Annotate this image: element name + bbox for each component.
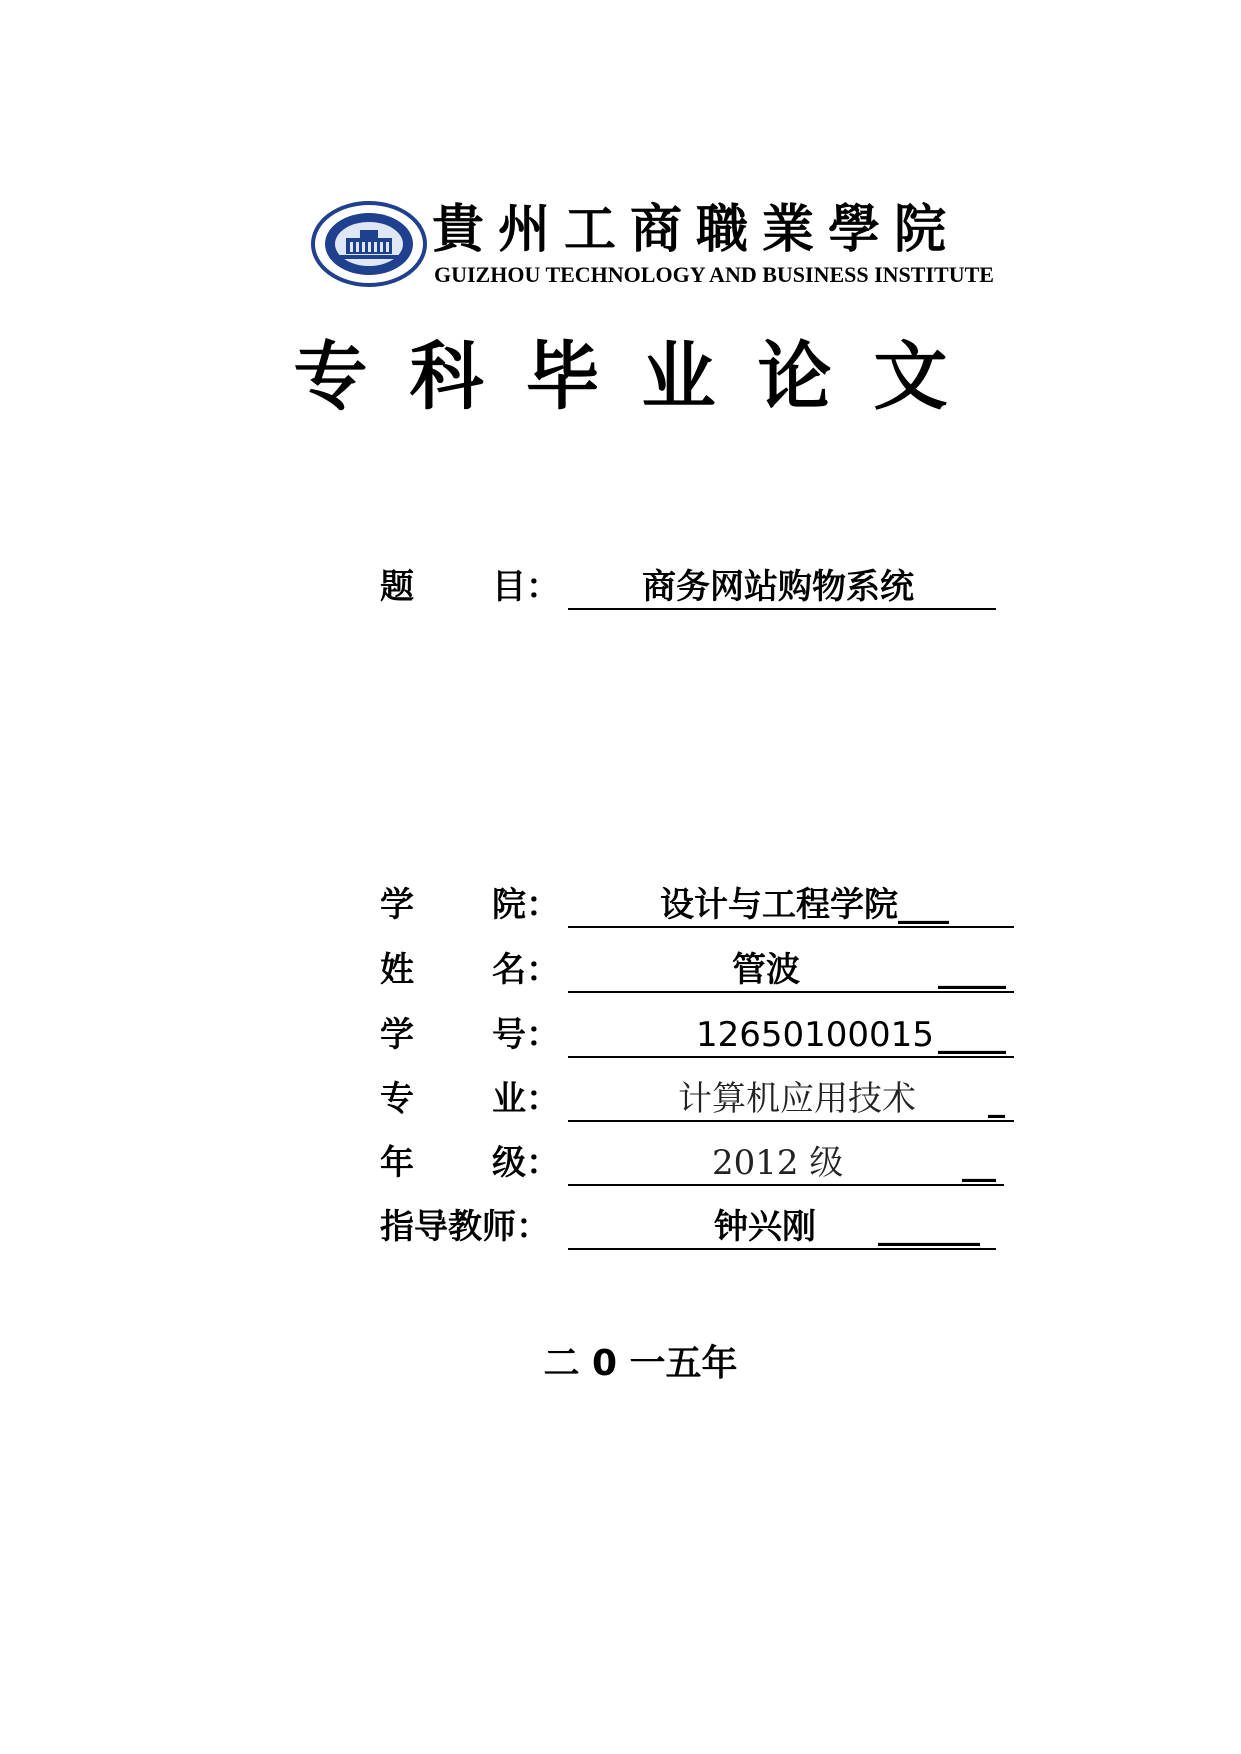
college-value: 设计与工程学院___	[660, 885, 949, 925]
major-tail: _	[988, 1079, 1005, 1119]
school-name-cn: 貴州工商職業學院	[432, 199, 961, 260]
school-logo	[310, 199, 994, 300]
grade-value: 2012 级	[712, 1143, 844, 1183]
topic-field: 题 目： 商务网站购物系统	[380, 562, 1000, 612]
advisor-tail: ______	[878, 1207, 980, 1247]
grade-tail: __	[962, 1143, 996, 1183]
student-id-tail: ____	[938, 1015, 1006, 1055]
name-field: 姓 名： 管波 ____	[380, 945, 1020, 995]
document-title: 专科毕业论文	[293, 334, 990, 420]
name-value: 管波	[732, 950, 800, 990]
student-id-field: 学 号： 12650100015 ____	[380, 1010, 1020, 1060]
topic-value: 商务网站购物系统	[642, 567, 914, 607]
advisor-value: 钟兴刚	[714, 1207, 816, 1247]
grade-field: 年 级： 2012 级 __	[380, 1138, 1020, 1188]
name-tail: ____	[938, 950, 1006, 990]
college-field: 学 院： 设计与工程学院___	[380, 880, 1020, 930]
school-name-en: GUIZHOU TECHNOLOGY AND BUSINESS INSTITUTE	[434, 262, 994, 287]
student-id-value: 12650100015	[696, 1015, 934, 1055]
major-value: 计算机应用技术	[678, 1079, 916, 1119]
advisor-field	[380, 1202, 1020, 1252]
advisor-label: 指导教师：	[380, 1207, 550, 1247]
major-field: 专 业： 计算机应用技术 _	[380, 1074, 1020, 1124]
date-text: 二 0 一五年	[543, 1343, 738, 1384]
school-seal-icon	[310, 200, 428, 288]
